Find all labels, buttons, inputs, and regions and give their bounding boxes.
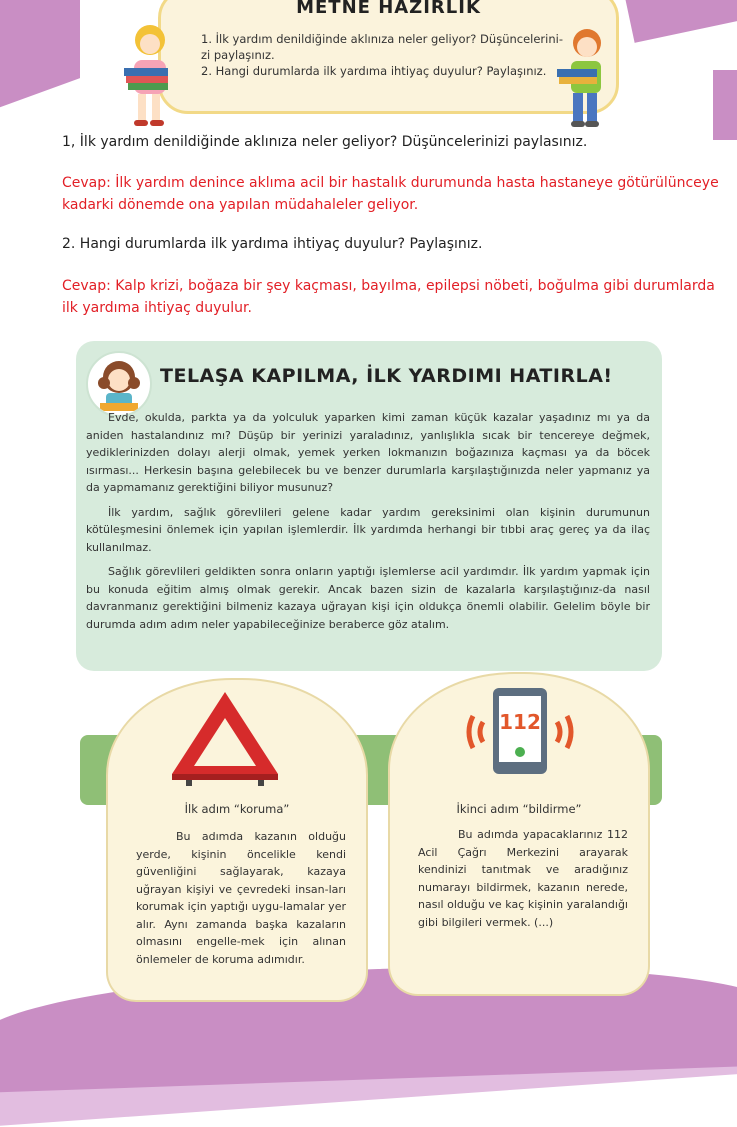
story-title: TELAŞA KAPILMA, İLK YARDIMI HATIRLA! (160, 365, 613, 387)
header-question: 1. İlk yardım denildiğinde aklınıza neler geliyor? Düşüncelerini-zi paylaşınız. (201, 32, 563, 62)
step-card-notify (388, 672, 650, 996)
boy-with-books-illustration (555, 25, 615, 130)
story-text (86, 409, 650, 640)
reading-girl-avatar (86, 351, 152, 417)
step-label: İlk adım “koruma” (184, 802, 290, 816)
story-paragraph: Sağlık görevlileri geldikten sonra onların yaptığı işlemlerse acil yardımdır. İlk yardım yapmak için bu konuda eğitim almış olmak gerekir. Ancak bazen sizin de kazalarla karşılaştığınız-da nasıl davranmanız gerektiğini bilmeniz kazaya uğrayan kişi için oldukça önemli olabilir. Gelelim böyle bir durumda adım adım neler yapabileceğinize beraberce göz atalım. (86, 565, 650, 631)
step-text: Bu adımda kazanın olduğu yerde, kişinin öncelikle kendi güvenliğini sağlayarak, kazaya uğrayan kişiyi ve çevredeki insan-ları korumak için yaptığı uygu-lamalar yer alır. Aynı zamanda başka kazaların olmasını engelle-mek için alınan önlemeler de koruma adımıdır. (136, 830, 346, 966)
story-paragraph: Evde, okulda, parkta ya da yolculuk yaparken kimi zaman küçük kazalar yaşadınız mı ya da aniden hastalandınız mı? Düşüp bir yerinizi yaraladınız, yanlışlıkla sıcak bir tencereye değmek, yediklerinizden dolayı alerji olmak, yemek yerken lokmanızın boğazınıza kaçması ya da böcek ısırması... Herkesin başına gelebilecek bu ve benzer durumlarla karşılaştığınızda neler yapmanız ya da yapmamanız gerektiğini biliyor musunuz? (86, 411, 650, 494)
phone-number: 112 (499, 710, 541, 734)
header-card (158, 0, 619, 114)
question-2: 2. Hangi durumlarda ilk yardıma ihtiyaç duyulur? Paylaşınız. (62, 236, 483, 252)
corner-decoration-top-left (0, 0, 80, 122)
side-decoration-right (713, 70, 737, 140)
header-title: METNE HAZIRLIK (296, 0, 481, 18)
corner-decoration-top-right (622, 0, 737, 43)
story-paragraph: İlk yardım, sağlık görevlileri gelene kadar yardım gereksinimi olan kişinin durumunun kötüleşmesini önlemek için yapılan işlemlerdir. İlk yardımda herhangi bir tıbbi araç gereç ya da ilaç kullanılmaz. (86, 505, 650, 554)
header-questions (201, 31, 566, 79)
step-card-protect (106, 678, 368, 1002)
answer-1: Cevap: İlk yardım denince aklıma acil bir hastalık durumunda hasta hastaneye götürülünceye kadarki dönemde ona yapılan müdahaleler geliyor. (62, 175, 719, 213)
step-text: Bu adımda yapacaklarınız 112 Acil Çağrı Merkezini arayarak kendinizi tanıtmak ve aradığınız numarayı bildirmek, kazanın nerede, nasıl olduğu ve kaç kişinin yaralandığı gibi bilgileri vermek. (...) (418, 828, 628, 929)
answer-2: Cevap: Kalp krizi, boğaza bir şey kaçması, bayılma, epilepsi nöbeti, boğulma gibi durumlarda ilk yardıma ihtiyaç duyulur. (62, 278, 715, 316)
girl-with-books-illustration (120, 20, 180, 130)
question-1: 1, İlk yardım denildiğinde aklınıza neler geliyor? Düşüncelerinizi paylasınız. (62, 134, 588, 150)
warning-triangle-icon (166, 688, 284, 788)
story-box (76, 341, 662, 671)
header-question: 2. Hangi durumlarda ilk yardıma ihtiyaç duyulur? Paylaşınız. (201, 64, 547, 78)
step-label: İkinci adım “bildirme” (456, 802, 582, 816)
